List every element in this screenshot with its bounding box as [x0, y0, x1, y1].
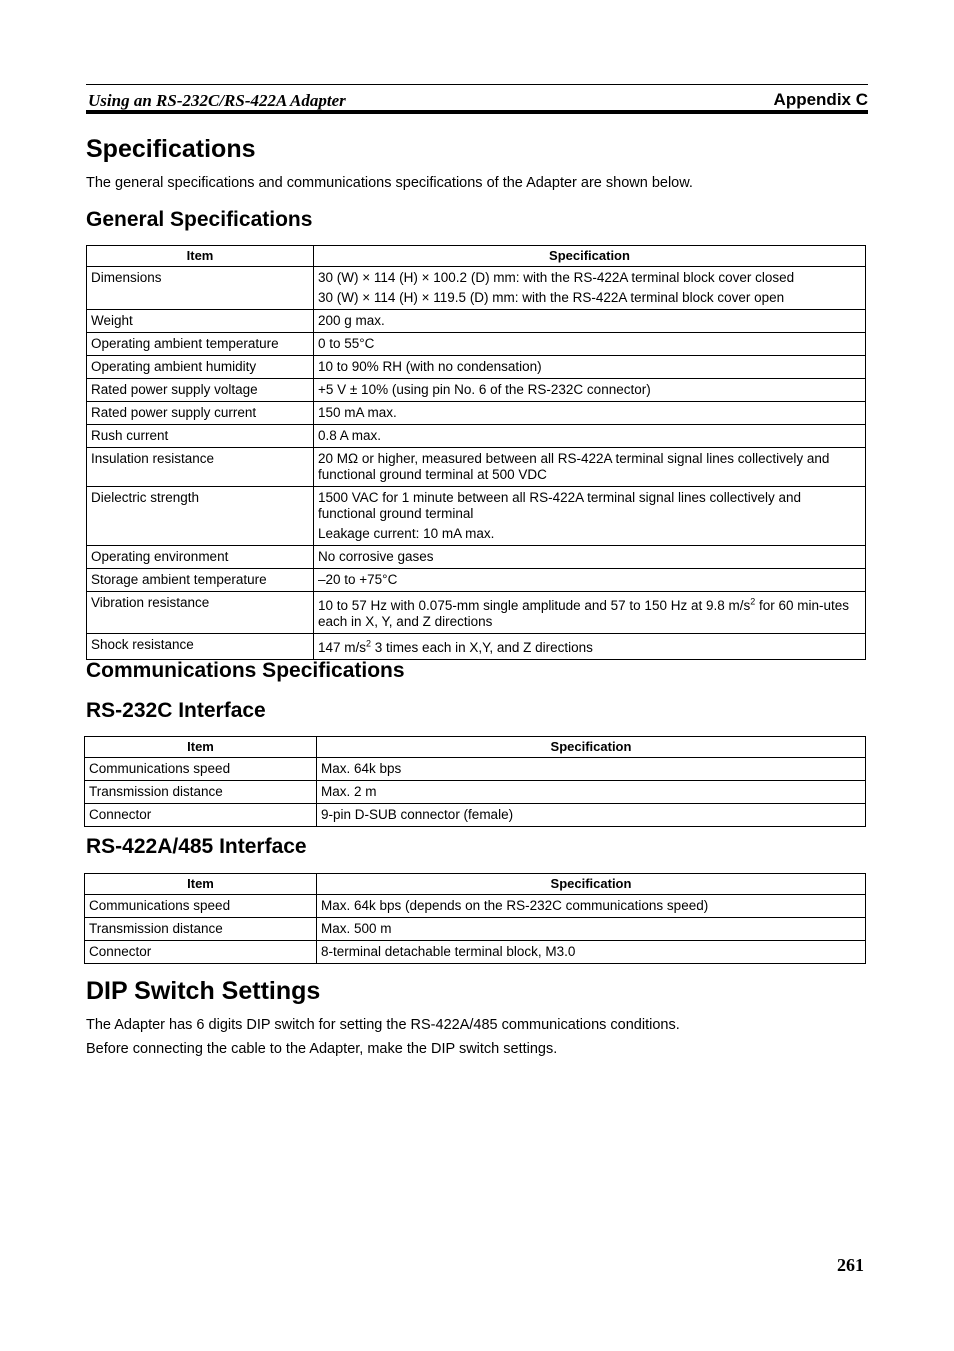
general-specifications-heading: General Specifications [86, 208, 313, 231]
table-row [85, 804, 866, 827]
specifications-intro: The general specifications and communications specifications of the Adapter are shown below. [86, 175, 693, 191]
row-item: Connector [85, 804, 317, 827]
table-row [87, 569, 866, 592]
table-row [87, 425, 866, 448]
row-item: Dielectric strength [87, 487, 314, 546]
column-header-specification: Specification [317, 874, 866, 895]
table-row [87, 487, 866, 546]
table-row [87, 448, 866, 487]
table-row [87, 634, 866, 660]
row-spec: 10 to 90% RH (with no condensation) [314, 356, 866, 379]
spec-text: 3 times each in X,Y, and Z directions [371, 640, 593, 655]
rs422a-485-interface-table [84, 873, 866, 964]
spec-text: for 60 min-utes each in X, Y, and Z directions [318, 598, 850, 629]
table-row [87, 402, 866, 425]
general-specifications-table [86, 245, 866, 660]
row-spec: No corrosive gases [314, 546, 866, 569]
row-item: Operating environment [87, 546, 314, 569]
row-spec: 150 mA max. [314, 402, 866, 425]
row-spec [314, 592, 866, 634]
specifications-heading: Specifications [86, 135, 256, 163]
row-item: Rated power supply current [87, 402, 314, 425]
row-spec: Max. 64k bps [317, 758, 866, 781]
communications-specifications-heading: Communications Specifications [86, 659, 405, 682]
row-item: Communications speed [85, 758, 317, 781]
table-header-row [87, 246, 866, 267]
row-spec: 9-pin D-SUB connector (female) [317, 804, 866, 827]
running-header [86, 84, 868, 114]
column-header-item: Item [87, 246, 314, 267]
row-spec: 200 g max. [314, 310, 866, 333]
table-header-row [85, 874, 866, 895]
row-item: Shock resistance [87, 634, 314, 660]
row-item: Connector [85, 941, 317, 964]
spec-text: 10 to 57 Hz with 0.075-mm single amplitude and 57 to 150 Hz at 9.8 m/s [318, 598, 751, 613]
row-spec: 0 to 55°C [314, 333, 866, 356]
table-row [87, 267, 866, 310]
row-spec [314, 487, 866, 546]
spec-line: Leakage current: 10 mA max. [318, 526, 495, 541]
table-row [85, 758, 866, 781]
spec-text: 147 m/s [318, 640, 367, 655]
row-spec: Max. 2 m [317, 781, 866, 804]
header-chapter-title: Using an RS-232C/RS-422A Adapter [88, 91, 346, 110]
header-appendix-label: Appendix C [773, 90, 868, 109]
table-row [87, 333, 866, 356]
column-header-item: Item [85, 737, 317, 758]
row-spec: Max. 500 m [317, 918, 866, 941]
row-spec: Max. 64k bps (depends on the RS-232C communications speed) [317, 895, 866, 918]
row-item: Transmission distance [85, 918, 317, 941]
spec-line: 1500 VAC for 1 minute between all RS-422A terminal signal lines collectively and functional ground terminal [318, 490, 802, 521]
row-item: Dimensions [87, 267, 314, 310]
row-spec: 20 MΩ or higher, measured between all RS-422A terminal signal lines collectively and functional ground terminal at 500 VDC [314, 448, 866, 487]
dip-switch-settings-heading: DIP Switch Settings [86, 977, 321, 1005]
row-item: Storage ambient temperature [87, 569, 314, 592]
table-row [87, 592, 866, 634]
rs232c-interface-table [84, 736, 866, 827]
table-row [87, 356, 866, 379]
row-item: Vibration resistance [87, 592, 314, 634]
table-row [87, 310, 866, 333]
row-spec [314, 634, 866, 660]
row-spec: +5 V ± 10% (using pin No. 6 of the RS-232C connector) [314, 379, 866, 402]
row-spec: 0.8 A max. [314, 425, 866, 448]
row-item: Insulation resistance [87, 448, 314, 487]
spec-line: 30 (W) × 114 (H) × 119.5 (D) mm: with the RS-422A terminal block cover open [318, 290, 785, 305]
superscript: 2 [750, 596, 756, 607]
row-spec: –20 to +75°C [314, 569, 866, 592]
row-item: Transmission distance [85, 781, 317, 804]
row-item: Operating ambient humidity [87, 356, 314, 379]
row-spec: 8-terminal detachable terminal block, M3.0 [317, 941, 866, 964]
spec-line: 30 (W) × 114 (H) × 100.2 (D) mm: with the RS-422A terminal block cover closed [318, 270, 795, 285]
dip-paragraph-2: Before connecting the cable to the Adapter, make the DIP switch settings. [86, 1041, 558, 1057]
row-item: Weight [87, 310, 314, 333]
column-header-item: Item [85, 874, 317, 895]
rs232c-interface-heading: RS-232C Interface [86, 699, 266, 722]
table-row [85, 941, 866, 964]
row-item: Rated power supply voltage [87, 379, 314, 402]
table-row [87, 379, 866, 402]
row-spec [314, 267, 866, 310]
column-header-specification: Specification [314, 246, 866, 267]
table-row [87, 546, 866, 569]
column-header-specification: Specification [317, 737, 866, 758]
table-header-row [85, 737, 866, 758]
row-item: Rush current [87, 425, 314, 448]
table-row [85, 895, 866, 918]
table-row [85, 918, 866, 941]
row-item: Operating ambient temperature [87, 333, 314, 356]
table-row [85, 781, 866, 804]
rs422a-485-interface-heading: RS-422A/485 Interface [86, 835, 307, 858]
row-item: Communications speed [85, 895, 317, 918]
dip-paragraph-1: The Adapter has 6 digits DIP switch for setting the RS-422A/485 communications conditions. [86, 1017, 680, 1033]
superscript: 2 [366, 638, 372, 649]
page-number: 261 [837, 1255, 864, 1275]
